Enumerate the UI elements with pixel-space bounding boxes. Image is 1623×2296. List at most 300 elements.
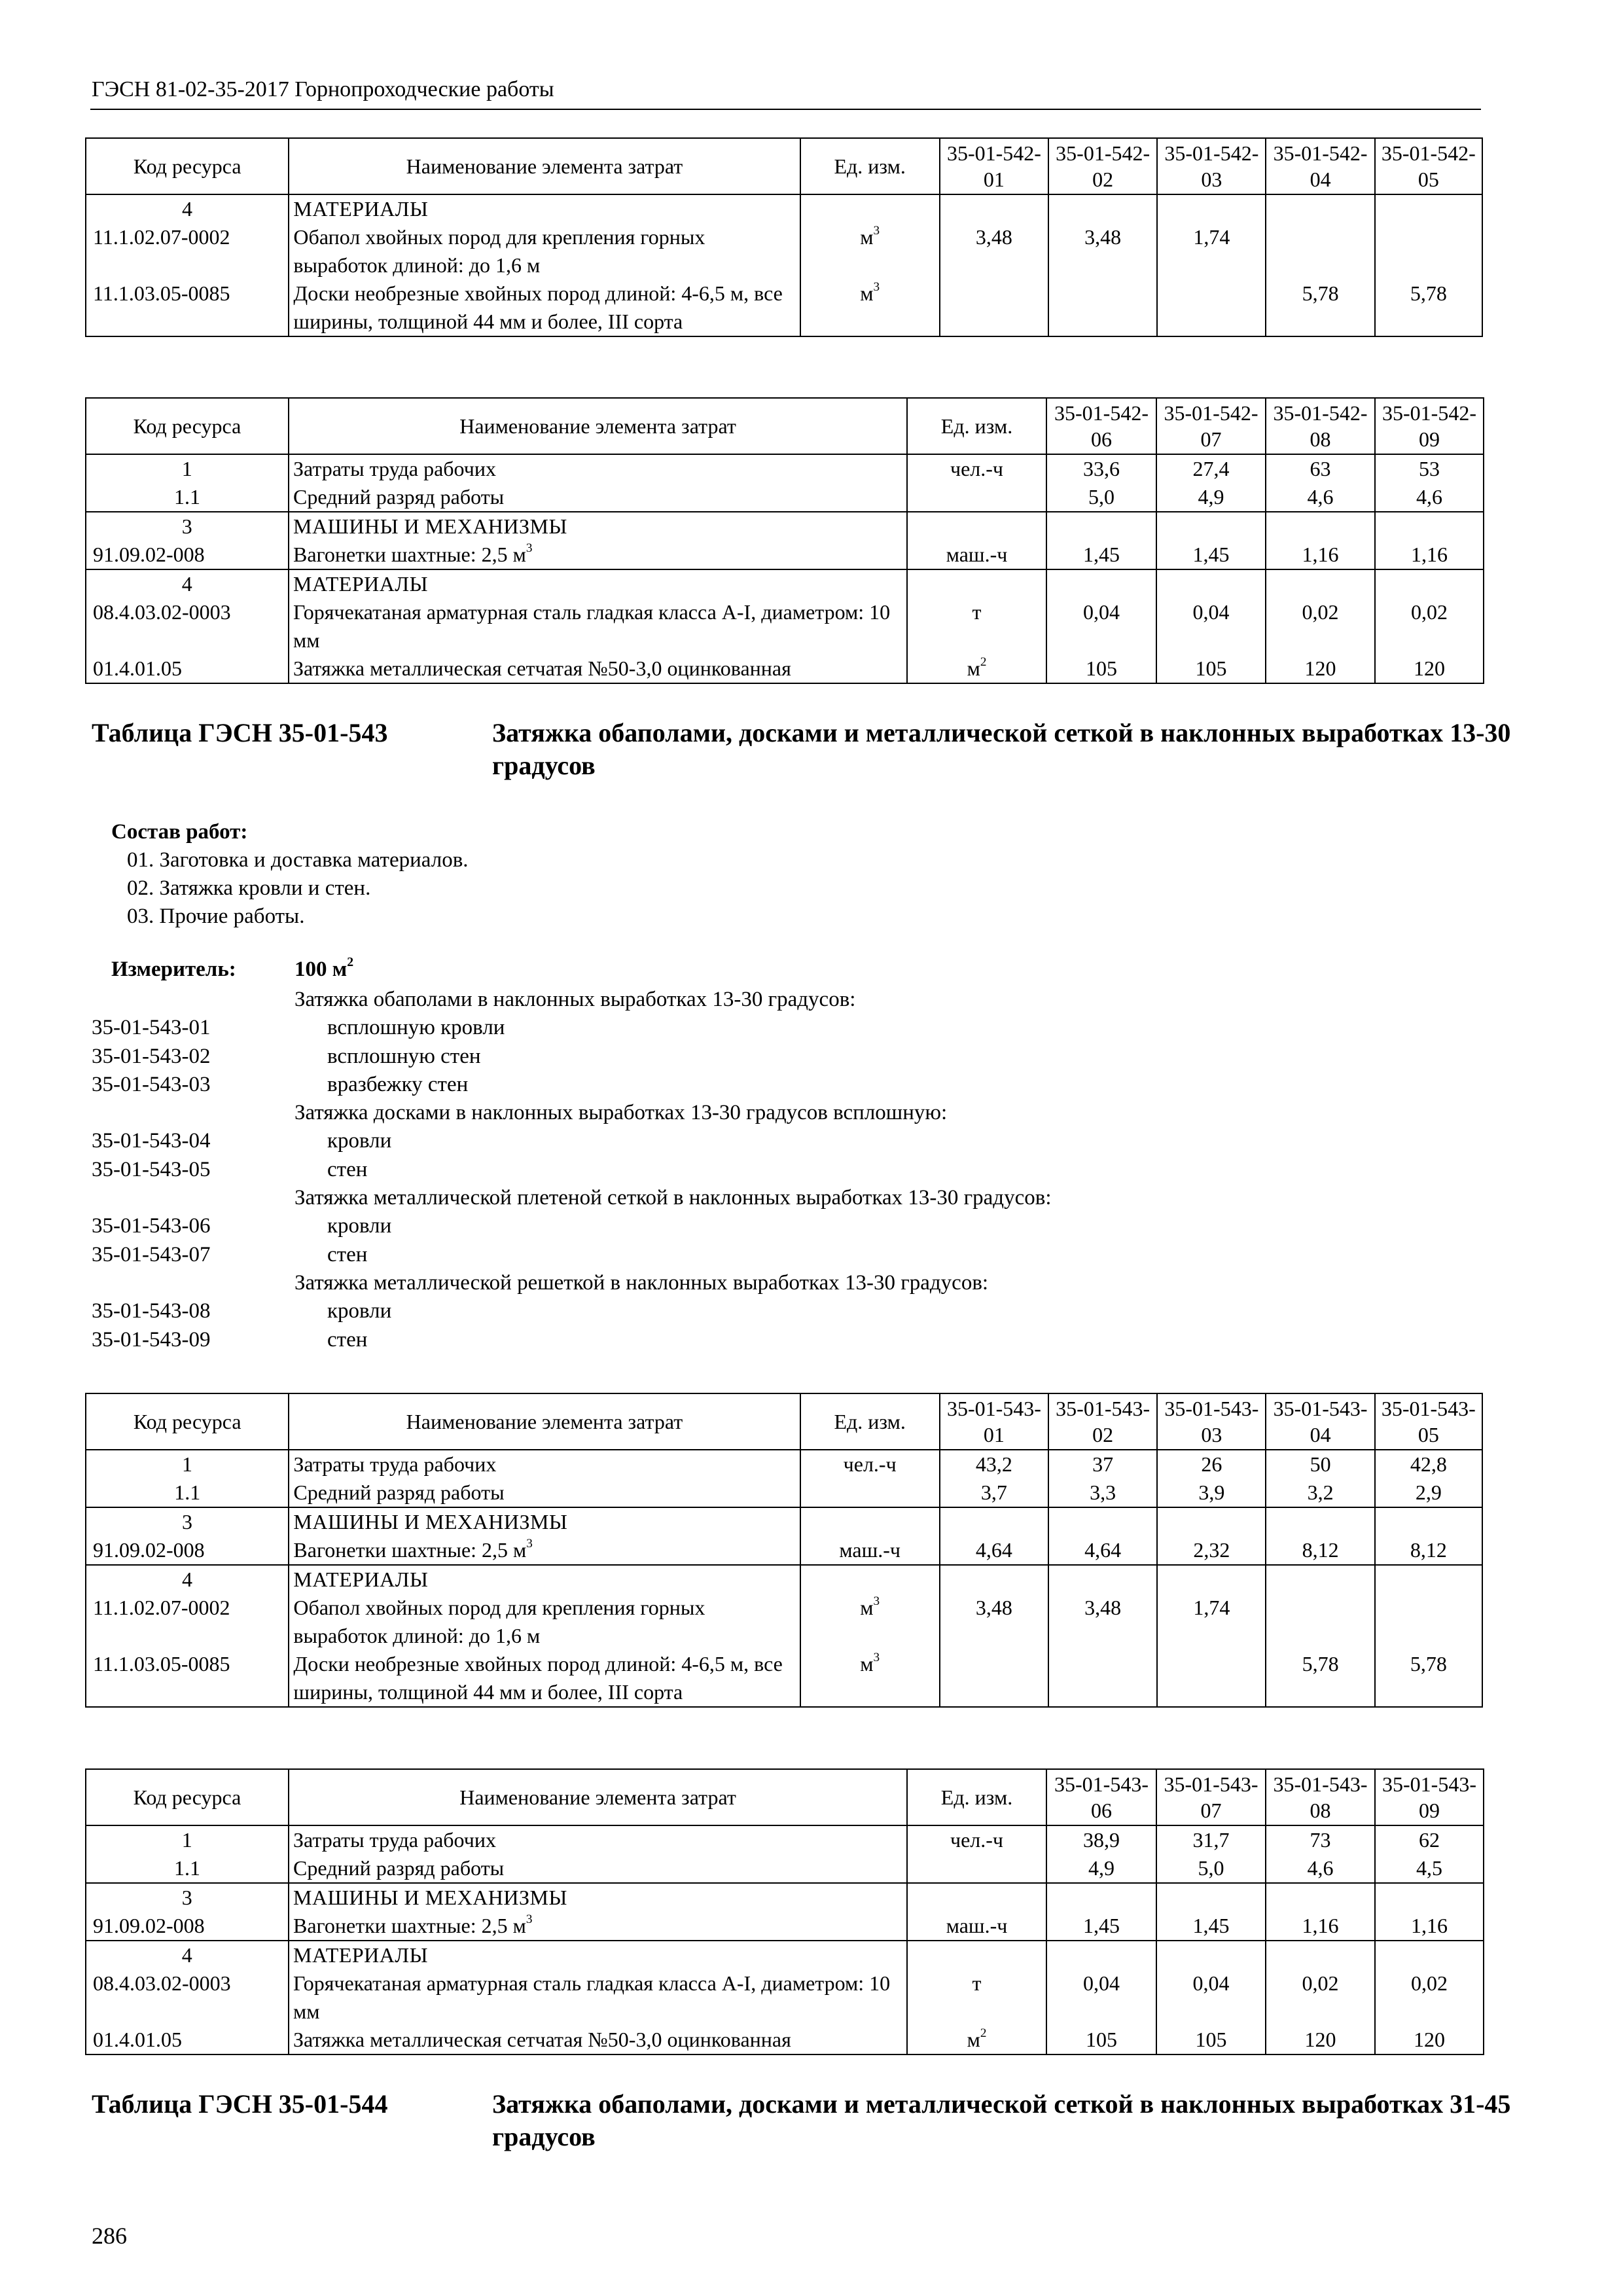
header-name: Наименование элемента затрат [289, 138, 800, 194]
table-row [86, 1854, 1484, 1883]
work-item: 02. Затяжка кровли и стен. [127, 876, 371, 900]
norm-value: 0,04 [1046, 1969, 1156, 2026]
resource-unit [800, 223, 940, 279]
table-row [86, 1825, 1484, 1854]
resource-unit-text: чел.-ч [950, 457, 1003, 480]
norm-value: 1,16 [1375, 541, 1484, 569]
norm-value [940, 279, 1048, 336]
norm-list-code: 35-01-543-08 [92, 1299, 211, 1323]
norm-value: 31,7 [1156, 1825, 1266, 1854]
norm-value: 1,74 [1157, 1594, 1266, 1650]
norm-value: 0,04 [1156, 1969, 1266, 2026]
resource-code: 91.09.02-008 [86, 1912, 289, 1941]
resource-unit [907, 512, 1046, 541]
measurer-label: Измеритель: [111, 958, 236, 981]
norm-list-text: вразбежку стен [327, 1072, 469, 1096]
resource-name-text: Затраты труда рабочих [293, 1452, 497, 1476]
norm-value: 4,6 [1375, 483, 1484, 512]
table-row [86, 194, 1482, 223]
resource-name-text: МАТЕРИАЛЫ [293, 1568, 429, 1591]
norm-value [1157, 1650, 1266, 1707]
measurer-value [294, 955, 354, 982]
norm-value [1266, 569, 1375, 598]
norm-value [1375, 194, 1482, 223]
norm-value [1157, 1565, 1266, 1594]
resource-code: 4 [86, 1565, 289, 1594]
resource-code: 11.1.03.05-0085 [86, 279, 289, 336]
measurer-value-sup: 2 [347, 955, 354, 970]
norm-value [1266, 223, 1374, 279]
header-code: Код ресурса [86, 398, 289, 454]
header-row [86, 1769, 1484, 1825]
norm-value: 50 [1266, 1450, 1374, 1479]
norm-list-text: всплошную стен [327, 1044, 481, 1068]
resource-unit [907, 2026, 1046, 2054]
norm-value: 5,0 [1156, 1854, 1266, 1883]
resource-name-text: Вагонетки шахтные: 2,5 м [293, 543, 526, 566]
header-norm-code: 35-01-543-06 [1046, 1769, 1156, 1825]
header-norm-code: 35-01-542-03 [1157, 138, 1266, 194]
resource-name [289, 1941, 907, 1969]
resource-unit [800, 194, 940, 223]
resource-code: 08.4.03.02-0003 [86, 1969, 289, 2026]
norm-value [1375, 1941, 1484, 1969]
table-row [86, 1912, 1484, 1941]
norm-value [940, 1650, 1048, 1707]
header-norm-code: 35-01-542-04 [1266, 138, 1374, 194]
resource-name [289, 1825, 907, 1854]
resource-unit [907, 655, 1046, 683]
table-row [86, 1565, 1482, 1594]
table-header [86, 398, 1484, 454]
resource-name-text: Затраты труда рабочих [293, 1828, 496, 1852]
norm-value: 1,45 [1046, 541, 1156, 569]
running-header: ГЭСН 81-02-35-2017 Горнопроходческие работы [92, 77, 554, 101]
resource-unit-text: чел.-ч [843, 1452, 897, 1476]
norm-value: 3,3 [1048, 1479, 1157, 1507]
norm-value: 4,6 [1266, 1854, 1375, 1883]
resource-name-text: Горячекатаная арматурная сталь гладкая класса А-I, диаметром: 10 мм [293, 600, 891, 652]
resource-name-text: МАШИНЫ И МЕХАНИЗМЫ [293, 514, 567, 538]
header-name: Наименование элемента затрат [289, 398, 907, 454]
norm-value: 38,9 [1046, 1825, 1156, 1854]
resource-unit-text: м [860, 1652, 874, 1676]
norm-value: 120 [1375, 2026, 1484, 2054]
norm-value: 3,48 [940, 223, 1048, 279]
resource-code: 4 [86, 569, 289, 598]
resource-table-542-01-05 [85, 137, 1483, 337]
norm-value: 4,5 [1375, 1854, 1484, 1883]
table-row [86, 512, 1484, 541]
norm-value [1375, 1594, 1482, 1650]
resource-name [289, 279, 800, 336]
resource-name-text: Обапол хвойных пород для крепления горных выработок длиной: до 1,6 м [293, 1596, 705, 1647]
resource-unit [800, 1450, 940, 1479]
superscript: 3 [873, 224, 880, 238]
resource-name [289, 541, 907, 569]
header-name: Наименование элемента затрат [289, 1393, 800, 1450]
resource-code: 1 [86, 1825, 289, 1854]
header-norm-code: 35-01-542-02 [1048, 138, 1157, 194]
resource-name-text: Средний разряд работы [293, 1856, 505, 1880]
resource-unit [907, 541, 1046, 569]
norm-value: 3,9 [1157, 1479, 1266, 1507]
table-body [86, 1450, 1482, 1707]
norm-value: 63 [1266, 454, 1375, 483]
norm-value: 1,16 [1266, 541, 1375, 569]
table-row [86, 1594, 1482, 1650]
resource-unit [907, 1969, 1046, 2026]
norm-value: 33,6 [1046, 454, 1156, 483]
header-norm-code: 35-01-543-07 [1156, 1769, 1266, 1825]
resource-name [289, 1450, 800, 1479]
norm-value [1375, 223, 1482, 279]
resource-name [289, 1594, 800, 1650]
resource-unit [907, 454, 1046, 483]
resource-code: 1.1 [86, 1479, 289, 1507]
norm-value: 5,0 [1046, 483, 1156, 512]
norm-value: 4,6 [1266, 483, 1375, 512]
table-row [86, 655, 1484, 683]
resource-code: 11.1.03.05-0085 [86, 1650, 289, 1707]
table-body [86, 194, 1482, 336]
norm-value [1156, 512, 1266, 541]
resource-name [289, 655, 907, 683]
norm-value: 3,48 [1048, 1594, 1157, 1650]
table-row [86, 598, 1484, 655]
norm-value [1157, 194, 1266, 223]
header-row [86, 398, 1484, 454]
resource-code: 4 [86, 1941, 289, 1969]
work-item: 01. Заготовка и доставка материалов. [127, 848, 469, 872]
norm-value [1157, 1507, 1266, 1536]
norm-value: 105 [1046, 2026, 1156, 2054]
resource-unit [907, 1941, 1046, 1969]
header-unit: Ед. изм. [907, 398, 1046, 454]
table-body [86, 1825, 1484, 2054]
resource-code: 01.4.01.05 [86, 655, 289, 683]
resource-name-text: Вагонетки шахтные: 2,5 м [293, 1538, 527, 1562]
header-unit: Ед. изм. [800, 138, 940, 194]
norm-value: 3,2 [1266, 1479, 1374, 1507]
resource-table-543-06-09 [85, 1768, 1484, 2055]
table-row [86, 2026, 1484, 2054]
resource-name [289, 194, 800, 223]
table-row [86, 569, 1484, 598]
resource-code: 08.4.03.02-0003 [86, 598, 289, 655]
resource-code: 11.1.02.07-0002 [86, 223, 289, 279]
table-header [86, 1769, 1484, 1825]
resource-unit [907, 1883, 1046, 1912]
resource-name [289, 598, 907, 655]
norm-value [1048, 194, 1157, 223]
resource-unit-text: маш.-ч [839, 1538, 901, 1562]
resource-unit [800, 279, 940, 336]
superscript: 3 [526, 1912, 533, 1927]
norm-value [1266, 1594, 1374, 1650]
resource-name-text: Затяжка металлическая сетчатая №50-3,0 оцинкованная [293, 2028, 791, 2051]
resource-name [289, 1912, 907, 1941]
norm-value [940, 1565, 1048, 1594]
resource-unit-text: м [860, 1596, 874, 1619]
norm-value: 1,45 [1046, 1912, 1156, 1941]
header-code: Код ресурса [86, 138, 289, 194]
header-name: Наименование элемента затрат [289, 1769, 907, 1825]
table-row [86, 1450, 1482, 1479]
measurer-value-text: 100 м [294, 958, 348, 981]
resource-name-text: Доски необрезные хвойных пород длиной: 4-6,5 м, все ширины, толщиной 44 мм и более, III сорта [293, 281, 783, 333]
norm-list-text: всплошную кровли [327, 1016, 505, 1040]
norm-value [1375, 1565, 1482, 1594]
norm-value [1266, 194, 1374, 223]
norm-value: 62 [1375, 1825, 1484, 1854]
work-item: 03. Прочие работы. [127, 905, 305, 928]
norm-value [1156, 1883, 1266, 1912]
norm-value: 43,2 [940, 1450, 1048, 1479]
header-code: Код ресурса [86, 1769, 289, 1825]
norm-value [1375, 1507, 1482, 1536]
resource-unit-text: м [967, 656, 980, 680]
resource-unit [800, 1594, 940, 1650]
table-row [86, 1650, 1482, 1707]
norm-list-code: 35-01-543-01 [92, 1016, 211, 1040]
table-row [86, 541, 1484, 569]
table-title-544 [92, 2088, 1511, 2160]
norm-value: 105 [1156, 2026, 1266, 2054]
norm-value [1266, 1941, 1375, 1969]
resource-name [289, 1536, 800, 1565]
superscript: 3 [873, 1594, 880, 1609]
norm-value: 4,9 [1046, 1854, 1156, 1883]
table-row [86, 483, 1484, 512]
resource-code: 1 [86, 454, 289, 483]
norm-value: 5,78 [1266, 279, 1374, 336]
norm-value: 1,16 [1375, 1912, 1484, 1941]
table-row [86, 1883, 1484, 1912]
norm-value [1266, 1507, 1374, 1536]
header-norm-code: 35-01-542-09 [1375, 398, 1484, 454]
norm-value [1048, 279, 1157, 336]
table-row [86, 454, 1484, 483]
norm-value [1157, 279, 1266, 336]
resource-name-text: МАТЕРИАЛЫ [293, 197, 429, 221]
norm-value [1266, 1883, 1375, 1912]
norm-value: 1,74 [1157, 223, 1266, 279]
resource-code: 01.4.01.05 [86, 2026, 289, 2054]
resource-unit-text: маш.-ч [946, 543, 1008, 566]
norm-list-text: кровли [327, 1129, 392, 1153]
norm-list-code: 35-01-543-04 [92, 1129, 211, 1153]
header-unit: Ед. изм. [800, 1393, 940, 1450]
superscript: 2 [980, 655, 987, 670]
resource-code: 1.1 [86, 483, 289, 512]
resource-code: 3 [86, 1507, 289, 1536]
resource-name [289, 512, 907, 541]
superscript: 3 [526, 541, 533, 556]
norm-list-text: Затяжка досками в наклонных выработках 13-30 градусов всплошную: [294, 1101, 948, 1125]
resource-name [289, 223, 800, 279]
works-title: Состав работ: [111, 820, 248, 844]
table-code: Таблица ГЭСН 35-01-544 [92, 2089, 388, 2119]
header-norm-code: 35-01-543-08 [1266, 1769, 1375, 1825]
norm-value [1046, 569, 1156, 598]
resource-name [289, 1883, 907, 1912]
norm-value: 26 [1157, 1450, 1266, 1479]
resource-code: 91.09.02-008 [86, 541, 289, 569]
norm-value: 4,9 [1156, 483, 1266, 512]
norm-value [940, 1507, 1048, 1536]
resource-code: 3 [86, 512, 289, 541]
norm-value [1375, 569, 1484, 598]
works-composition [111, 818, 469, 931]
resource-name-text: Горячекатаная арматурная сталь гладкая класса А-I, диаметром: 10 мм [293, 1971, 891, 2023]
table-header [86, 138, 1482, 194]
header-norm-code: 35-01-543-09 [1375, 1769, 1484, 1825]
resource-name-text: МАШИНЫ И МЕХАНИЗМЫ [293, 1510, 568, 1534]
norm-value [1048, 1565, 1157, 1594]
resource-unit [907, 598, 1046, 655]
table-row [86, 279, 1482, 336]
table-row [86, 1479, 1482, 1507]
resource-name-text: Вагонетки шахтные: 2,5 м [293, 1914, 526, 1937]
norm-value: 2,9 [1375, 1479, 1482, 1507]
resource-unit-text: м [860, 281, 874, 305]
resource-unit [907, 1825, 1046, 1854]
resource-unit-text: маш.-ч [946, 1914, 1008, 1937]
norm-list-code: 35-01-543-09 [92, 1327, 211, 1352]
resource-unit-text: т [972, 600, 982, 624]
table-row [86, 223, 1482, 279]
table-header [86, 1393, 1482, 1450]
norm-value: 0,02 [1266, 598, 1375, 655]
header-code: Код ресурса [86, 1393, 289, 1450]
norm-list-code: 35-01-543-05 [92, 1157, 211, 1181]
norm-value: 37 [1048, 1450, 1157, 1479]
norm-value [1048, 1650, 1157, 1707]
header-norm-code: 35-01-542-01 [940, 138, 1048, 194]
table-row [86, 1507, 1482, 1536]
table-row [86, 1969, 1484, 2026]
header-row [86, 138, 1482, 194]
table-name: Затяжка обаполами, досками и металлической сеткой в наклонных выработках 31-45 градусов [492, 2089, 1511, 2151]
resource-unit-text: чел.-ч [950, 1828, 1003, 1852]
norm-list-text: Затяжка металлической решеткой в наклонных выработках 13-30 градусов: [294, 1270, 989, 1295]
superscript: 3 [873, 1651, 880, 1665]
resource-unit [800, 1479, 940, 1507]
resource-unit [907, 1854, 1046, 1883]
norm-value: 8,12 [1266, 1536, 1374, 1565]
norm-list-text: стен [327, 1157, 368, 1181]
header-norm-code: 35-01-542-07 [1156, 398, 1266, 454]
norm-value [1046, 1883, 1156, 1912]
norm-value: 120 [1266, 2026, 1375, 2054]
norm-list-code: 35-01-543-07 [92, 1242, 211, 1266]
resource-unit [800, 1565, 940, 1594]
resource-name-text: Средний разряд работы [293, 1480, 505, 1504]
norm-list-code: 35-01-543-06 [92, 1214, 211, 1238]
header-row [86, 1393, 1482, 1450]
resource-name-text: Доски необрезные хвойных пород длиной: 4-6,5 м, все ширины, толщиной 44 мм и более, III сорта [293, 1652, 783, 1704]
norm-value: 3,48 [1048, 223, 1157, 279]
resource-name-text: Затраты труда рабочих [293, 457, 496, 480]
resource-name-text: МАТЕРИАЛЫ [293, 1943, 428, 1967]
norm-value [1156, 1941, 1266, 1969]
norm-value: 5,78 [1375, 1650, 1482, 1707]
header-norm-code: 35-01-542-05 [1375, 138, 1482, 194]
norm-list-code: 35-01-543-02 [92, 1044, 211, 1068]
header-norm-code: 35-01-542-08 [1266, 398, 1375, 454]
header-norm-code: 35-01-543-05 [1375, 1393, 1482, 1450]
norm-value: 120 [1375, 655, 1484, 683]
resource-name-text: Средний разряд работы [293, 485, 505, 509]
resource-code: 1 [86, 1450, 289, 1479]
resource-name [289, 1650, 800, 1707]
resource-name [289, 2026, 907, 2054]
norm-list-text: кровли [327, 1299, 392, 1323]
resource-unit [907, 483, 1046, 512]
norm-value: 8,12 [1375, 1536, 1482, 1565]
norm-value [1156, 569, 1266, 598]
resource-name [289, 454, 907, 483]
resource-name [289, 1565, 800, 1594]
resource-name-text: МАТЕРИАЛЫ [293, 572, 428, 596]
resource-unit [800, 1536, 940, 1565]
norm-value: 0,02 [1266, 1969, 1375, 2026]
resource-unit [800, 1650, 940, 1707]
norm-value: 120 [1266, 655, 1375, 683]
norm-value: 0,02 [1375, 1969, 1484, 2026]
norm-value: 3,7 [940, 1479, 1048, 1507]
norm-value: 105 [1156, 655, 1266, 683]
table-title-543 [92, 717, 1511, 789]
norm-value: 73 [1266, 1825, 1375, 1854]
resource-code: 91.09.02-008 [86, 1536, 289, 1565]
superscript: 3 [873, 280, 880, 295]
norm-value: 1,45 [1156, 1912, 1266, 1941]
superscript: 2 [980, 2026, 987, 2041]
norm-list-text: стен [327, 1327, 368, 1352]
resource-unit [907, 1912, 1046, 1941]
superscript: 3 [526, 1537, 533, 1551]
resource-name [289, 569, 907, 598]
norm-value: 4,64 [1048, 1536, 1157, 1565]
header-norm-code: 35-01-543-02 [1048, 1393, 1157, 1450]
resource-name-text: МАШИНЫ И МЕХАНИЗМЫ [293, 1886, 567, 1909]
norm-value [1375, 1883, 1484, 1912]
header-unit: Ед. изм. [907, 1769, 1046, 1825]
resource-unit [907, 569, 1046, 598]
header-norm-code: 35-01-543-04 [1266, 1393, 1374, 1450]
norm-list-text: кровли [327, 1214, 392, 1238]
norm-value: 1,45 [1156, 541, 1266, 569]
norm-value: 3,48 [940, 1594, 1048, 1650]
norm-value: 0,02 [1375, 598, 1484, 655]
norm-value: 42,8 [1375, 1450, 1482, 1479]
resource-unit-text: т [972, 1971, 982, 1995]
resource-code: 1.1 [86, 1854, 289, 1883]
resource-unit-text: м [860, 225, 874, 249]
norm-value: 5,78 [1266, 1650, 1374, 1707]
table-code: Таблица ГЭСН 35-01-543 [92, 718, 388, 747]
header-norm-code: 35-01-542-06 [1046, 398, 1156, 454]
resource-code: 4 [86, 194, 289, 223]
table-row [86, 1536, 1482, 1565]
norm-list-text: Затяжка металлической плетеной сеткой в наклонных выработках 13-30 градусов: [294, 1186, 1052, 1210]
resource-name [289, 483, 907, 512]
header-rule [90, 109, 1481, 110]
norm-value: 105 [1046, 655, 1156, 683]
resource-name-text: Затяжка металлическая сетчатая №50-3,0 оцинкованная [293, 656, 791, 680]
